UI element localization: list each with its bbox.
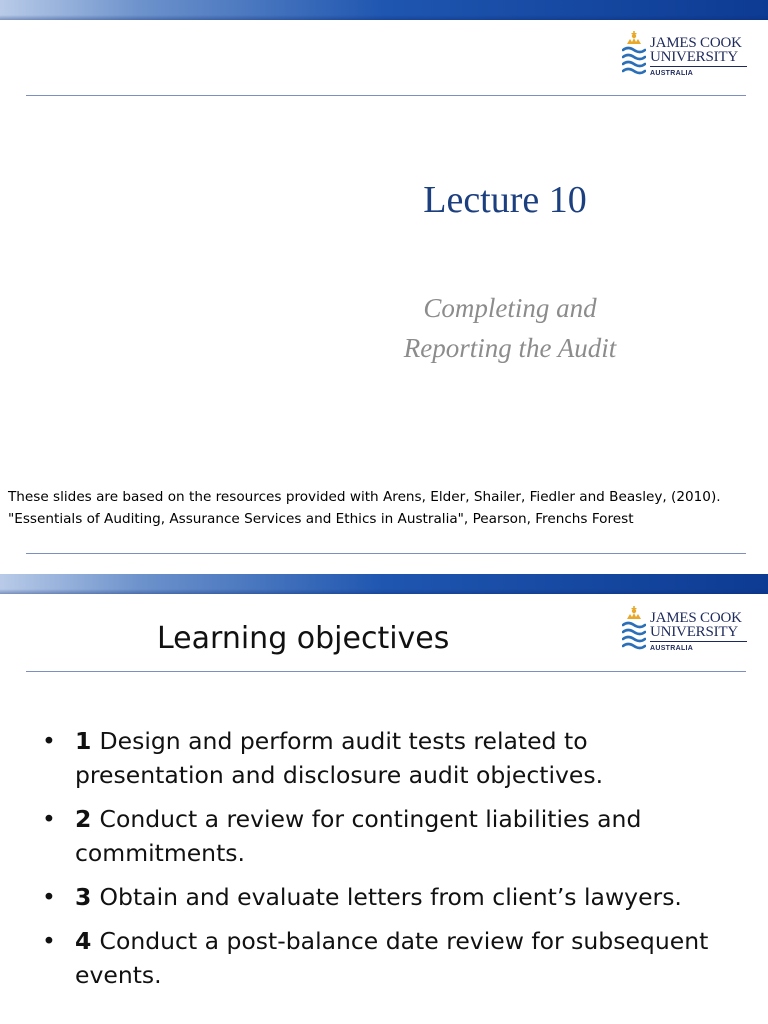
list-item [42, 802, 742, 870]
objective-number: 1 [75, 727, 100, 755]
jcu-logo [622, 605, 752, 657]
lecture-subtitle: Completing and Reporting the Audit [403, 293, 617, 363]
slide-title: Learning objectives [157, 621, 450, 656]
source-credits: These slides are based on the resources provided with Arens, Elder, Shailer, Fiedler and Beasley, (2010). "Essentials of Auditing, Assurance Services and Ethics in Australia", Pearson, Frenchs Forest [8, 489, 721, 527]
objective-text: Conduct a post-balance date review for subsequent events. [75, 927, 709, 989]
bullet-icon: • [42, 727, 56, 755]
bullet-icon: • [42, 927, 56, 955]
jcu-crest-icon [622, 605, 646, 653]
objective-text: Design and perform audit tests related to presentation and disclosure audit objectives. [75, 727, 604, 789]
objective-number: 2 [75, 805, 100, 833]
jcu-crest-icon [622, 30, 646, 78]
objective-text: Conduct a review for contingent liabilities and commitments. [75, 805, 642, 867]
objectives-slide [0, 574, 768, 1024]
logo-text-line3: AUSTRALIA [650, 645, 694, 652]
bullet-icon: • [42, 883, 56, 911]
footer-divider [26, 553, 746, 554]
bullet-icon: • [42, 805, 56, 833]
logo-text-line3: AUSTRALIA [650, 70, 694, 77]
jcu-logo [622, 30, 752, 82]
objective-text: Obtain and evaluate letters from client’s lawyers. [99, 883, 682, 911]
logo-text-line2: UNIVERSITY [650, 624, 738, 640]
list-item [42, 724, 742, 792]
objective-number: 4 [75, 927, 100, 955]
header-divider [26, 95, 746, 96]
header-gradient-bar [0, 0, 768, 20]
objectives-list [42, 724, 742, 1002]
list-item [42, 924, 742, 992]
header-gradient-bar [0, 574, 768, 594]
logo-text-line1: JAMES COOK [650, 35, 742, 51]
list-item [42, 880, 742, 914]
header-divider [26, 671, 746, 672]
logo-text-line2: UNIVERSITY [650, 49, 738, 65]
logo-text-line1: JAMES COOK [650, 610, 742, 626]
lecture-title: Lecture 10 [423, 179, 587, 221]
objective-number: 3 [75, 883, 100, 911]
